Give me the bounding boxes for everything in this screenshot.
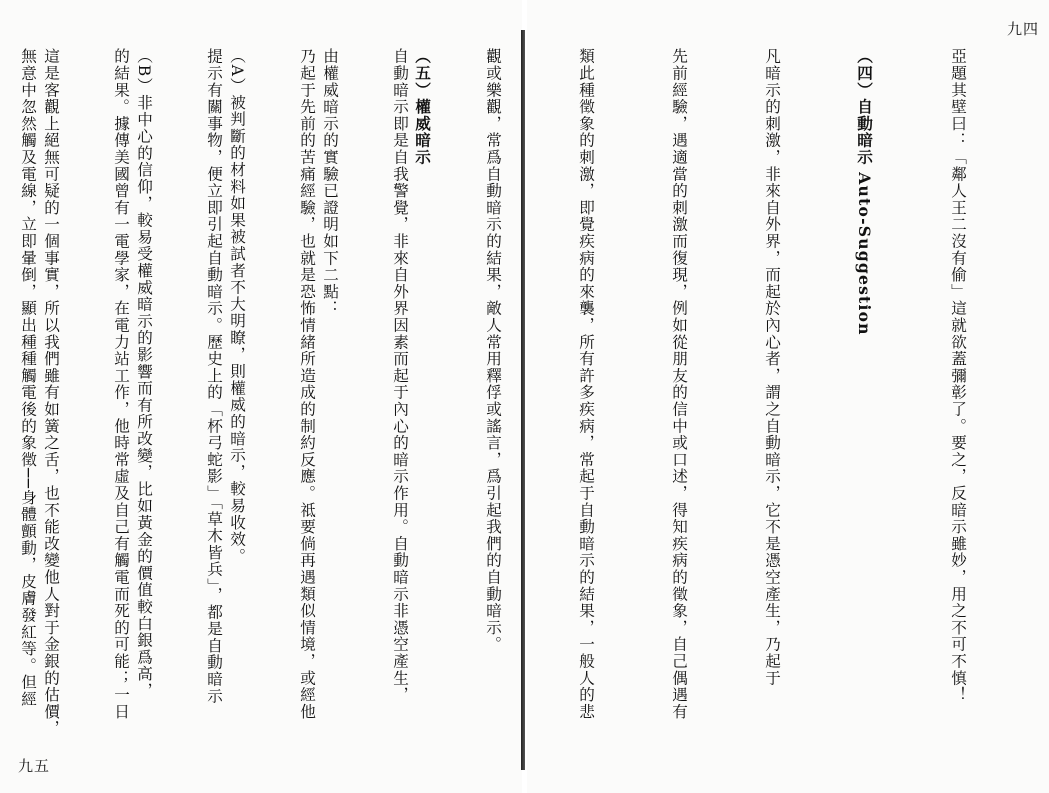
page-number-right: 九四 xyxy=(1006,20,1039,38)
text-column: （B）非中心的信仰，較易受權威暗示的影響而有所改變，比如黃金的價值較白銀爲高， xyxy=(135,48,153,700)
page-number-left: 九五 xyxy=(18,757,51,775)
text-column: 先前經驗，遇適當的刺激而復現，例如從朋友的信中或口述，得知疾病的徵象，自己偶遇有 xyxy=(670,48,688,720)
text-column: 提示有關事物，便立即引起自動暗示。歷史上的「杯弓蛇影」「草木皆兵」，都是自動暗示 xyxy=(205,48,223,705)
text-column: （A）被判斷的材料如果被試者不大明瞭，則權威的暗示，較易收效。 xyxy=(228,48,246,565)
text-column: 類此種徵象的刺激，即覺疾病的來襲，所有許多疾病，常起于自動暗示的結果，一般人的悲 xyxy=(577,48,595,720)
section-heading-auto-suggestion: （四）自動暗示 Auto-Suggestion xyxy=(855,48,874,336)
text-column: 的結果。據傳美國曾有一電學家，在電力站工作，他時常虛及自己有觸電而死的可能；一日 xyxy=(112,48,130,720)
text-column: 乃起于先前的苦痛經驗，也就是恐怖情緒所造成的制約反應。祗要倘再遇類似情境，或經他 xyxy=(298,48,316,720)
text-column: 觀或樂觀，常爲自動暗示的結果，敵人常用釋俘或謠言，爲引起我們的自動暗示。 xyxy=(484,48,502,653)
text-column: 無意中忽然觸及電線，立即暈倒，顯出種種觸電後的象徵──身體顫動，皮膚發紅等。但經 xyxy=(19,48,37,708)
text-column: 這是客觀上絕無可疑的一個事實，所以我們雖有如簧之舌，也不能改變他人對于金銀的估價， xyxy=(42,48,60,737)
section-heading-authority-suggestion: （五）權威暗示 xyxy=(413,48,432,166)
text-column: 凡暗示的刺激，非來自外界，而起於內心者，謂之自動暗示，它不是憑空產生，乃起于 xyxy=(763,48,781,687)
text-column: 由權威暗示的實驗已證明如下二點： xyxy=(321,48,339,317)
text-column: 亞題其壁曰：「鄰人王二沒有偷」這就欲蓋彌彰了。要之，反暗示雖妙，用之不可不慎！ xyxy=(949,48,967,704)
text-column: 自動暗示即是自我警覺，非來自外界因素而起于內心的暗示作用。自動暗示非憑空產生， xyxy=(391,48,409,704)
